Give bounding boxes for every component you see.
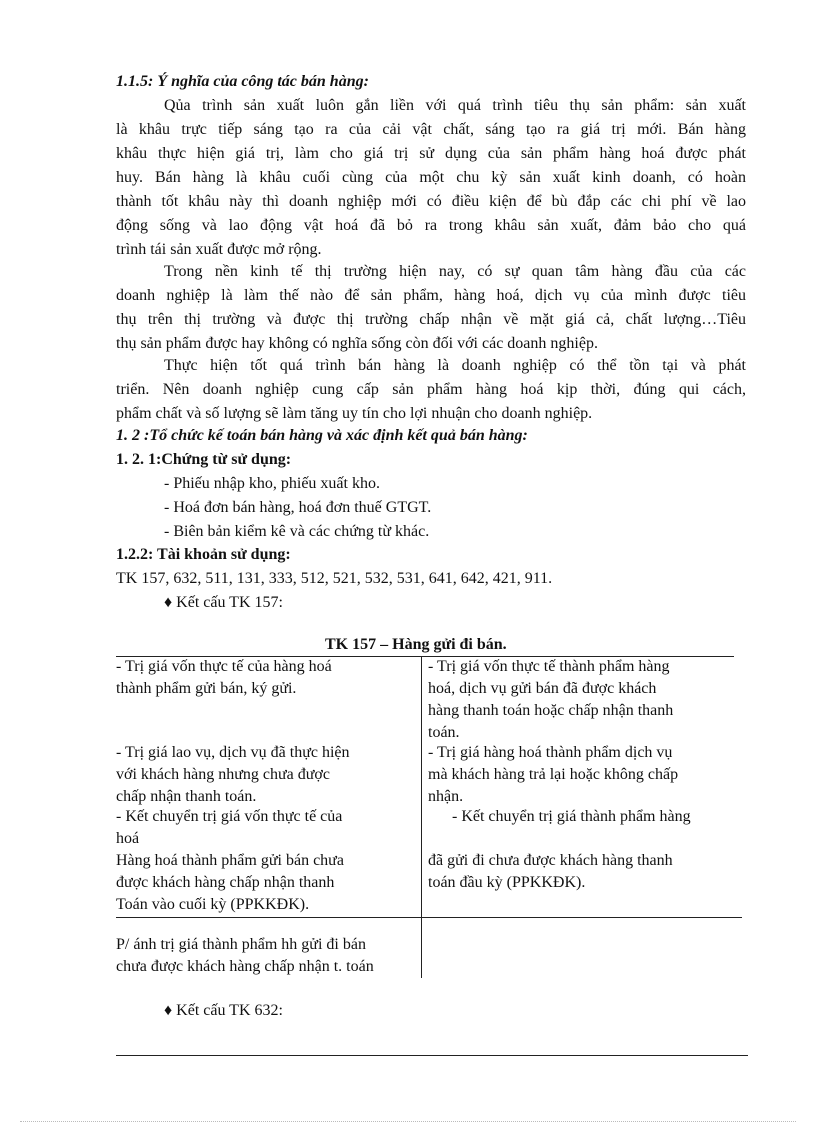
debit-entry: - Trị giá lao vụ, dịch vụ đã thực hiện với khách hàng nhưng chưa được chấp nhận thanh toán. <box>116 744 350 805</box>
ket-cau-tk157-label: ♦ Kết cấu TK 157: <box>164 594 283 611</box>
document-list-item: - Hoá đơn bán hàng, hoá đơn thuế GTGT. <box>164 499 432 516</box>
para2-line-2: doanh nghiệp là làm thế nào để sản phẩm, hàng hoá, dịch vụ của mình được tiêu <box>116 287 746 304</box>
subsection-heading-1-2-2: 1.2.2: Tài khoản sử dụng: <box>116 546 291 563</box>
t-account-balance: P/ ánh trị giá thành phẩm hh gửi đi bán chưa được khách hàng chấp nhận t. toán <box>116 936 374 975</box>
credit-entry: - Trị giá vốn thực tế thành phẩm hàng hoá, dịch vụ gửi bán đã được khách hàng thanh toán hoặc chấp nhận thanh toán. <box>428 658 674 741</box>
t-account-title: TK 157 – Hàng gửi đi bán. <box>325 636 507 653</box>
section-heading-1-2: 1. 2 :Tổ chức kế toán bán hàng và xác định kết quả bán hàng: <box>116 427 528 444</box>
credit-entry: - Trị giá hàng hoá thành phẩm dịch vụ mà khách hàng trả lại hoặc không chấp nhận. <box>428 744 679 805</box>
t-account-bottom-rule <box>116 917 742 918</box>
debit-entry: - Trị giá vốn thực tế của hàng hoá thành phẩm gửi bán, ký gửi. <box>116 658 332 697</box>
para3-line-1: Thực hiện tốt quá trình bán hàng là doanh nghiệp có thể tồn tại và phát <box>164 357 746 374</box>
credit-entry: đã gửi đi chưa được khách hàng thanh toán đầu kỳ (PPKKĐK). <box>428 852 673 891</box>
para1-line-4: huy. Bán hàng là khâu cuối cùng của một chu kỳ sản xuất kinh doanh, có hoàn <box>116 169 746 186</box>
account-list: TK 157, 632, 511, 131, 333, 512, 521, 532, 531, 641, 642, 421, 911. <box>116 570 553 587</box>
tk632-top-rule <box>116 1055 748 1056</box>
para3-line-3: phẩm chất và số lượng sẽ làm tăng uy tín cho lợi nhuận cho doanh nghiệp. <box>116 405 593 422</box>
para1-line-7: trình tái sản xuất được mở rộng. <box>116 241 322 258</box>
debit-entry: - Kết chuyển trị giá vốn thực tế của hoá Hàng hoá thành phẩm gửi bán chưa được khách hàng chấp nhận thanh Toán vào cuối kỳ (PPKKĐK). <box>116 808 344 913</box>
para2-line-3: thụ trên thị trường và được thị trường chấp nhận về mặt giá cả, chất lượng…Tiêu <box>116 311 746 328</box>
para2-line-4: thụ sản phẩm được hay không có nghĩa sống còn đối với các doanh nghiệp. <box>116 335 598 352</box>
credit-entry: - Kết chuyển trị giá thành phẩm hàng <box>452 808 691 825</box>
para3-line-2: triển. Nên doanh nghiệp cung cấp sản phẩm hàng hoá kịp thời, đúng qui cách, <box>116 381 746 398</box>
section-heading-1-1-5: 1.1.5: Ý nghĩa của công tác bán hàng: <box>116 73 369 90</box>
para1-line-5: thành tốt khâu này thì doanh nghiệp mới có điều kiện để bù đắp các chi phí về lao <box>116 193 746 210</box>
para1-line-3: khâu thực hiện giá trị, làm cho giá trị sử dụng của sản phẩm hàng hoá được phát <box>116 145 746 162</box>
subsection-heading-1-2-1: 1. 2. 1:Chứng từ sử dụng: <box>116 451 292 468</box>
para2-line-1: Trong nền kinh tế thị trường hiện nay, có sự quan tâm hàng đầu của các <box>164 263 746 280</box>
page-bottom-divider <box>20 1121 796 1122</box>
document-list-item: - Phiếu nhập kho, phiếu xuất kho. <box>164 475 380 492</box>
ket-cau-tk632-label: ♦ Kết cấu TK 632: <box>164 1002 283 1019</box>
para1-line-2: là khâu trực tiếp sáng tạo ra của cải vật chất, sáng tạo ra giá trị mới. Bán hàng <box>116 121 746 138</box>
para1-line-1: Qủa trình sản xuất luôn gắn liền với quá trình tiêu thụ sản phẩm: sản xuất <box>164 97 746 114</box>
para1-line-6: động sống và lao động vật hoá đã bỏ ra trong khâu sản xuất, đảm bảo cho quá <box>116 217 746 234</box>
document-list-item: - Biên bản kiểm kê và các chứng từ khác. <box>164 523 430 540</box>
t-account-divider <box>421 656 422 978</box>
